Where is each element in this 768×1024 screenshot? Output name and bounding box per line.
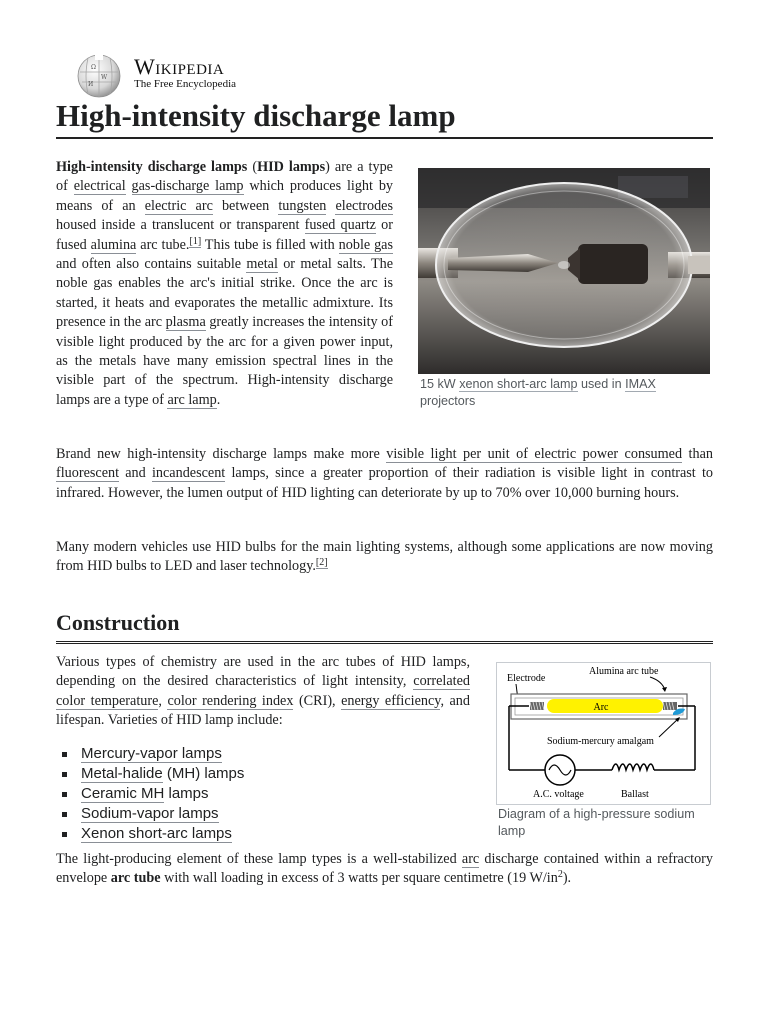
- link-metal-halide[interactable]: Metal-halide: [81, 765, 163, 782]
- diagram-label-ballast: Ballast: [621, 789, 649, 800]
- intro-paragraph-3: Many modern vehicles use HID bulbs for the main lighting systems, although some applications are now moving from HID bulbs to LED and laser technology.[2]: [56, 539, 713, 575]
- svg-text:Ω: Ω: [91, 64, 96, 71]
- wikipedia-globe-icon: [74, 52, 124, 98]
- page-title: High-intensity discharge lamp: [56, 97, 713, 139]
- link-luminous-efficacy[interactable]: visible light per unit of electric power consumed: [386, 446, 683, 462]
- construction-paragraph-1: Various types of chemistry are used in the arc tubes of HID lamps, depending on the desired characteristics of light intensity, correlated color temperature, color rendering index (CRI), energy efficiency, and lifespan. Varieties of HID lamp include:: [56, 654, 470, 729]
- link-noble-gas[interactable]: noble gas: [338, 236, 394, 253]
- list-item: Metal-halide (MH) lamps: [56, 764, 244, 784]
- link-alumina[interactable]: alumina: [90, 236, 137, 253]
- diagram-label-alumina: Alumina arc tube: [589, 666, 659, 677]
- logo-subtitle: The Free Encyclopedia: [134, 78, 237, 90]
- logo-title: Wikipedia: [134, 54, 225, 79]
- link-color-rendering-index[interactable]: color rendering index: [167, 692, 294, 709]
- diagram-label-amalgam: Sodium-mercury amalgam: [547, 736, 654, 747]
- caption-link-imax[interactable]: IMAX: [625, 377, 656, 391]
- diagram-label-voltage: A.C. voltage: [533, 789, 584, 800]
- sodium-lamp-diagram-figure: [497, 663, 710, 804]
- link-plasma[interactable]: plasma: [165, 314, 206, 331]
- link-electric-arc[interactable]: electric arc: [144, 197, 213, 214]
- diagram-caption: Diagram of a high-pressure sodium lamp: [498, 807, 695, 838]
- link-electrical[interactable]: electrical: [73, 178, 126, 195]
- link-correlated-color-temperature[interactable]: correlated color temperature: [56, 673, 470, 709]
- link-tungsten[interactable]: tungsten: [278, 197, 327, 214]
- list-item: [56, 824, 244, 844]
- diagram-label-electrode: Electrode: [507, 673, 546, 684]
- link-arc[interactable]: arc: [461, 851, 480, 867]
- construction-paragraph-2: The light-producing element of these lamp types is a well-stabilized arc discharge contained within a refractory envelope arc tube with wall loading in excess of 3 watts per square centimetre (19 $W/in^2$).: [56, 851, 713, 887]
- caption-link-xenon[interactable]: xenon short-arc lamp: [459, 377, 578, 391]
- list-item: Ceramic MH lamps: [56, 784, 244, 804]
- intro-paragraph-1: High-intensity discharge lamps (HID lamps) are a type of electrical gas-discharge lamp which produces light by means of an electric arc between tungsten electrodes housed inside a translucent or transparent fused quartz or fused alumina arc tube.[1] This tube is filled with noble gas and often also contains suitable metal or metal salts. The noble gas enables the arc's initial strike. Once the arc is started, it heats and evaporates the metallic admixture. Its presence in the arc plasma greatly increases the intensity of visible light produced by the arc for a given power input, as the metals have many emission spectral lines in the visible part of the spectrum. High-intensity discharge lamps are a type of arc lamp.: [56, 159, 394, 408]
- link-gas-discharge-lamp[interactable]: gas-discharge lamp: [131, 178, 244, 195]
- link-electrodes[interactable]: electrodes: [335, 197, 393, 214]
- link-mercury-vapor-lamps[interactable]: Mercury-vapor lamps: [81, 745, 222, 762]
- link-arc-lamp[interactable]: arc lamp: [167, 391, 217, 408]
- diagram-label-arc: Arc: [593, 702, 609, 713]
- link-sodium-vapor-lamps[interactable]: Sodium-vapor lamps: [81, 805, 219, 822]
- ballast-coil-icon: [612, 764, 654, 770]
- svg-text:W: W: [101, 74, 108, 81]
- sodium-lamp-diagram[interactable]: [496, 662, 711, 805]
- link-ceramic-mh[interactable]: Ceramic MH: [81, 785, 165, 802]
- xenon-lamp-photo[interactable]: [418, 168, 710, 374]
- svg-text:И: И: [88, 81, 94, 88]
- list-item: [56, 804, 244, 824]
- reference-2[interactable]: [2]: [315, 557, 328, 569]
- section-heading-construction: Construction: [56, 609, 713, 644]
- intro-paragraph-2: Brand new high-intensity discharge lamps make more visible light per unit of electric power consumed than fluorescent and incandescent lamps, since a greater proportion of their radiation is visible light in contrast to infrared. However, the lumen output of HID lighting can deteriorate by up to 70% over 10,000 burning hours.: [56, 446, 713, 501]
- link-fused-quartz[interactable]: fused quartz: [304, 217, 376, 234]
- xenon-lamp-image: [418, 168, 710, 374]
- wikipedia-logo[interactable]: [74, 52, 236, 98]
- photo-caption: 15 kW xenon short-arc lamp used in IMAX projectors: [420, 377, 656, 408]
- list-item: [56, 744, 244, 764]
- link-incandescent[interactable]: incandescent: [151, 465, 226, 482]
- link-energy-efficiency[interactable]: energy efficiency: [341, 692, 441, 709]
- link-fluorescent[interactable]: fluorescent: [56, 465, 120, 482]
- reference-1[interactable]: [1]: [189, 235, 202, 247]
- link-metal[interactable]: metal: [246, 256, 278, 273]
- link-xenon-short-arc-lamps[interactable]: Xenon short-arc lamps: [81, 825, 232, 842]
- hid-lamp-types-list: [56, 744, 244, 844]
